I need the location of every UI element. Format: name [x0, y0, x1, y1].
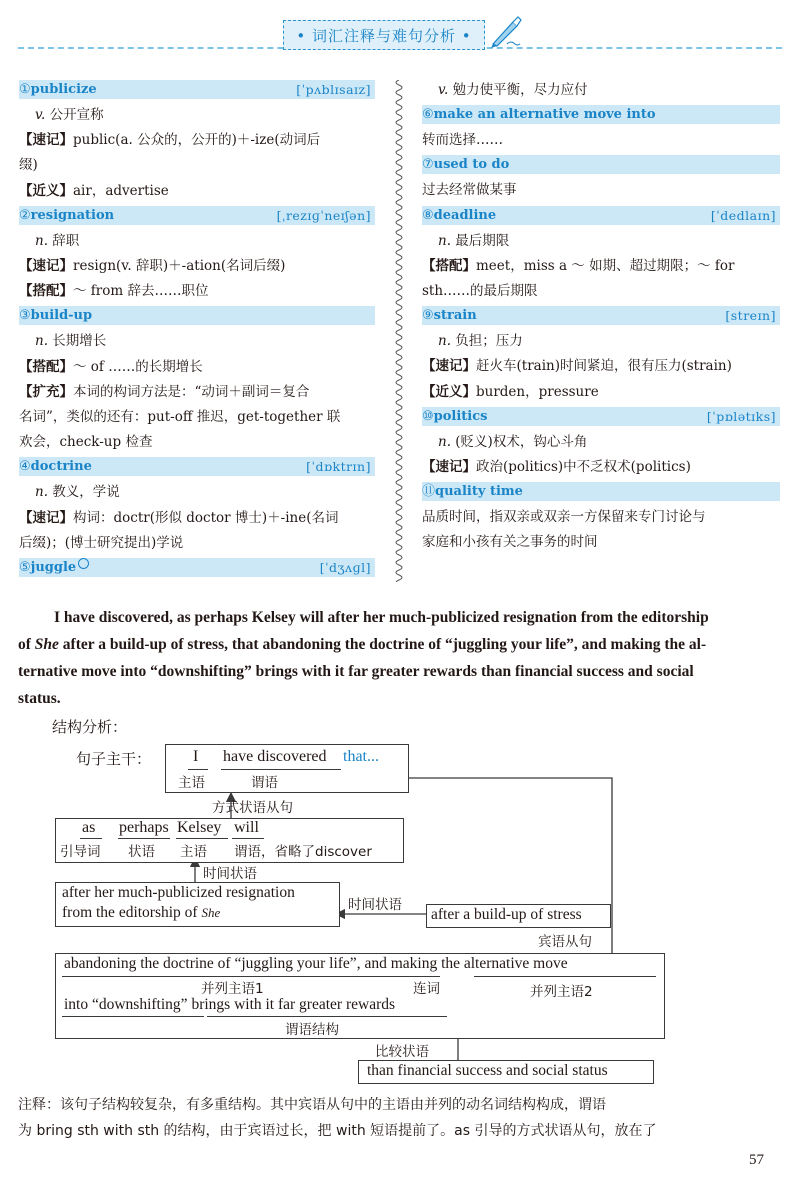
coordinate-subject-2-label: 并列主语2: [530, 984, 593, 1000]
after-stress-box: [426, 904, 611, 928]
entry-line: 品质时间，指双亲或双亲一方保留来专门讨论与: [422, 509, 706, 526]
entry-line: 【搭配】～ from 辞去……职位: [19, 283, 209, 300]
manner-clause-label: 方式状语从句: [212, 800, 293, 816]
entry-line: 【速记】赶火车(train)时间紧迫，很有压力(strain): [422, 358, 732, 375]
difficult-sentence-line2: of She after a build-up of stress, that abandoning the doctrine of “juggling your life”, and making the al-: [18, 636, 707, 653]
conjunction-label: 引导词: [60, 844, 101, 860]
entry-headword: juggle: [30, 560, 77, 575]
conjunction-and-label: 连词: [413, 981, 440, 997]
object-clause-box: [55, 953, 665, 1039]
page-number: 57: [749, 1152, 764, 1168]
entry-number: ⑦: [422, 157, 434, 173]
entry-line: sth……的最后期限: [422, 283, 538, 299]
after-resignation-line2: from the editorship of She: [62, 904, 221, 921]
entry-number: ⑧: [422, 207, 434, 223]
coordinate-subject-1-label: 并列主语1: [201, 981, 264, 997]
entry-line: 【搭配】meet，miss a ～ 如期、超过期限；～ for: [422, 257, 735, 274]
entry-phonetic: [streɪn]: [725, 308, 776, 324]
entry-headword: make an alternative move into: [433, 107, 656, 123]
object-line2: into “downshifting” brings with it far greater rewards: [64, 996, 396, 1013]
will-word: will: [234, 819, 259, 836]
main-clause-label: 句子主干：: [76, 750, 152, 768]
main-that: that...: [343, 748, 379, 765]
kelsey-word: Kelsey: [177, 819, 222, 836]
entry-line: 欢会，check-up 检查: [19, 434, 153, 451]
than-clause-box: [358, 1060, 654, 1084]
entry-line: 【搭配】～ of ……的长期增长: [19, 358, 203, 375]
entry-number: ④: [19, 459, 31, 475]
entry-headword: publicize: [30, 82, 97, 97]
object-clause-label: 宾语从句: [538, 934, 592, 950]
main-subject: I: [193, 748, 199, 765]
as-subject-label: 主语: [180, 844, 207, 860]
entry-line: n. 辞职: [35, 232, 80, 249]
as-predicate-label: 谓语，省略了discover: [234, 844, 372, 860]
entry-line: v. 勉力使平衡，尽力应付: [438, 82, 588, 98]
entry-line: n. 最后期限: [438, 232, 510, 249]
entry-phonetic: [ˌrezɪɡˈneɪʃən]: [276, 207, 371, 223]
after-resignation-line1: after her much-publicized resignation: [62, 884, 295, 901]
as-word: as: [82, 819, 96, 836]
object-line1: abandoning the doctrine of “juggling your life”, and making the alternative move: [64, 955, 568, 972]
entry-number: ⑩: [422, 408, 434, 424]
entry-phonetic: [ˈdedlaɪn]: [710, 207, 776, 223]
difficult-sentence-line3: ternative move into “downshifting” brings with it far greater rewards than financial success and social: [18, 663, 694, 680]
entry-line: n. (贬义)权术，钩心斗角: [438, 433, 588, 450]
entry-number: ⑥: [422, 107, 434, 123]
entry-line: 缀): [19, 157, 38, 174]
entry-phonetic: [ˈdɒktrɪn]: [306, 459, 371, 475]
perhaps-word: perhaps: [119, 819, 169, 836]
entry-line: n. 长期增长: [35, 333, 107, 350]
entry-line: 过去经常做某事: [422, 182, 517, 199]
entry-number: ⑨: [422, 308, 434, 324]
entry-headword: strain: [433, 308, 477, 324]
entry-line: 【速记】政治(politics)中不乏权术(politics): [422, 459, 691, 475]
entry-line: 转而选择……: [422, 132, 503, 149]
subject-label: 主语: [178, 775, 205, 791]
entry-line: 【速记】构词：doctr(形似 doctor 博士)＋-ine(名词: [19, 509, 339, 526]
as-clause-box: [55, 818, 404, 863]
difficult-sentence-line1: I have discovered, as perhaps Kelsey will after her much-publicized resignation from the editorship: [54, 609, 709, 626]
predicate-structure-label: 谓语结构: [285, 1022, 339, 1038]
after-stress-text: after a build-up of stress: [431, 906, 582, 923]
entry-phonetic: [ˈdʒʌɡl]: [319, 560, 371, 575]
adverbial-label: 状语: [128, 844, 155, 860]
comparative-adverbial-label: 比较状语: [375, 1044, 429, 1060]
entry-headword: doctrine: [30, 459, 92, 475]
entry-headword: politics: [433, 408, 488, 424]
entry-line: n. 教义，学说: [35, 484, 120, 501]
entry-headword: resignation: [30, 207, 115, 223]
section-title: • 词汇注释与难句分析 •: [283, 20, 485, 50]
entry-line: 后缀)；(博士研究提出)学说: [19, 534, 184, 551]
entry-phonetic: [ˈpɒlətɪks]: [706, 408, 776, 424]
entry-line: n. 负担；压力: [438, 333, 523, 350]
entry-line: 【近义】burden，pressure: [422, 383, 599, 400]
than-clause-text: than financial success and social status: [367, 1062, 608, 1079]
entry-number: ③: [19, 308, 31, 324]
entry-number: ②: [19, 207, 31, 223]
entry-line: 【速记】public(a. 公众的，公开的)＋-ize(动词后: [19, 132, 321, 149]
entry-headword: build-up: [30, 308, 93, 324]
entry-line: 【近义】air，advertise: [19, 182, 169, 199]
entry-number: ⑤: [19, 560, 31, 575]
entry-line: 【速记】resign(v. 辞职)＋-ation(名词后缀): [19, 258, 286, 274]
main-predicate: have discovered: [223, 748, 327, 765]
entry-phonetic: [ˈpʌblɪsaɪz]: [296, 82, 371, 97]
main-clause-box: [165, 744, 409, 793]
entry-line: 名词”，类似的还有：put-off 推迟，get-together 联: [19, 409, 341, 425]
she-title: She: [34, 636, 59, 653]
entry-line: 【扩充】本词的构词方法是：“动词＋副词＝复合: [19, 383, 310, 400]
note-line-2: 为 bring sth with sth 的结构，由于宾语过长，把 with 短语提前了。as 引导的方式状语从句，放在了: [18, 1123, 657, 1139]
difficult-sentence-line4: status.: [18, 690, 61, 707]
entry-number: ⑪: [422, 484, 436, 500]
entry-number: ①: [19, 82, 31, 97]
entry-headword: deadline: [433, 207, 497, 223]
entry-headword: quality time: [435, 484, 523, 500]
predicate-label: 谓语: [251, 775, 278, 791]
note-line-1: 注释：该句子结构较复杂，有多重结构。其中宾语从句中的主语由并列的动名词结构构成，谓语: [18, 1097, 606, 1113]
after-resignation-box: [55, 882, 340, 927]
time-adverbial-label-1: 时间状语: [203, 866, 257, 882]
entry-line: v. 公开宣称: [35, 107, 104, 123]
time-adverbial-label-2: 时间状语: [348, 897, 402, 913]
entry-headword: used to do: [433, 157, 510, 173]
analysis-heading: 结构分析：: [52, 718, 128, 736]
entry-line: 家庭和小孩有关之事务的时间: [422, 534, 598, 551]
